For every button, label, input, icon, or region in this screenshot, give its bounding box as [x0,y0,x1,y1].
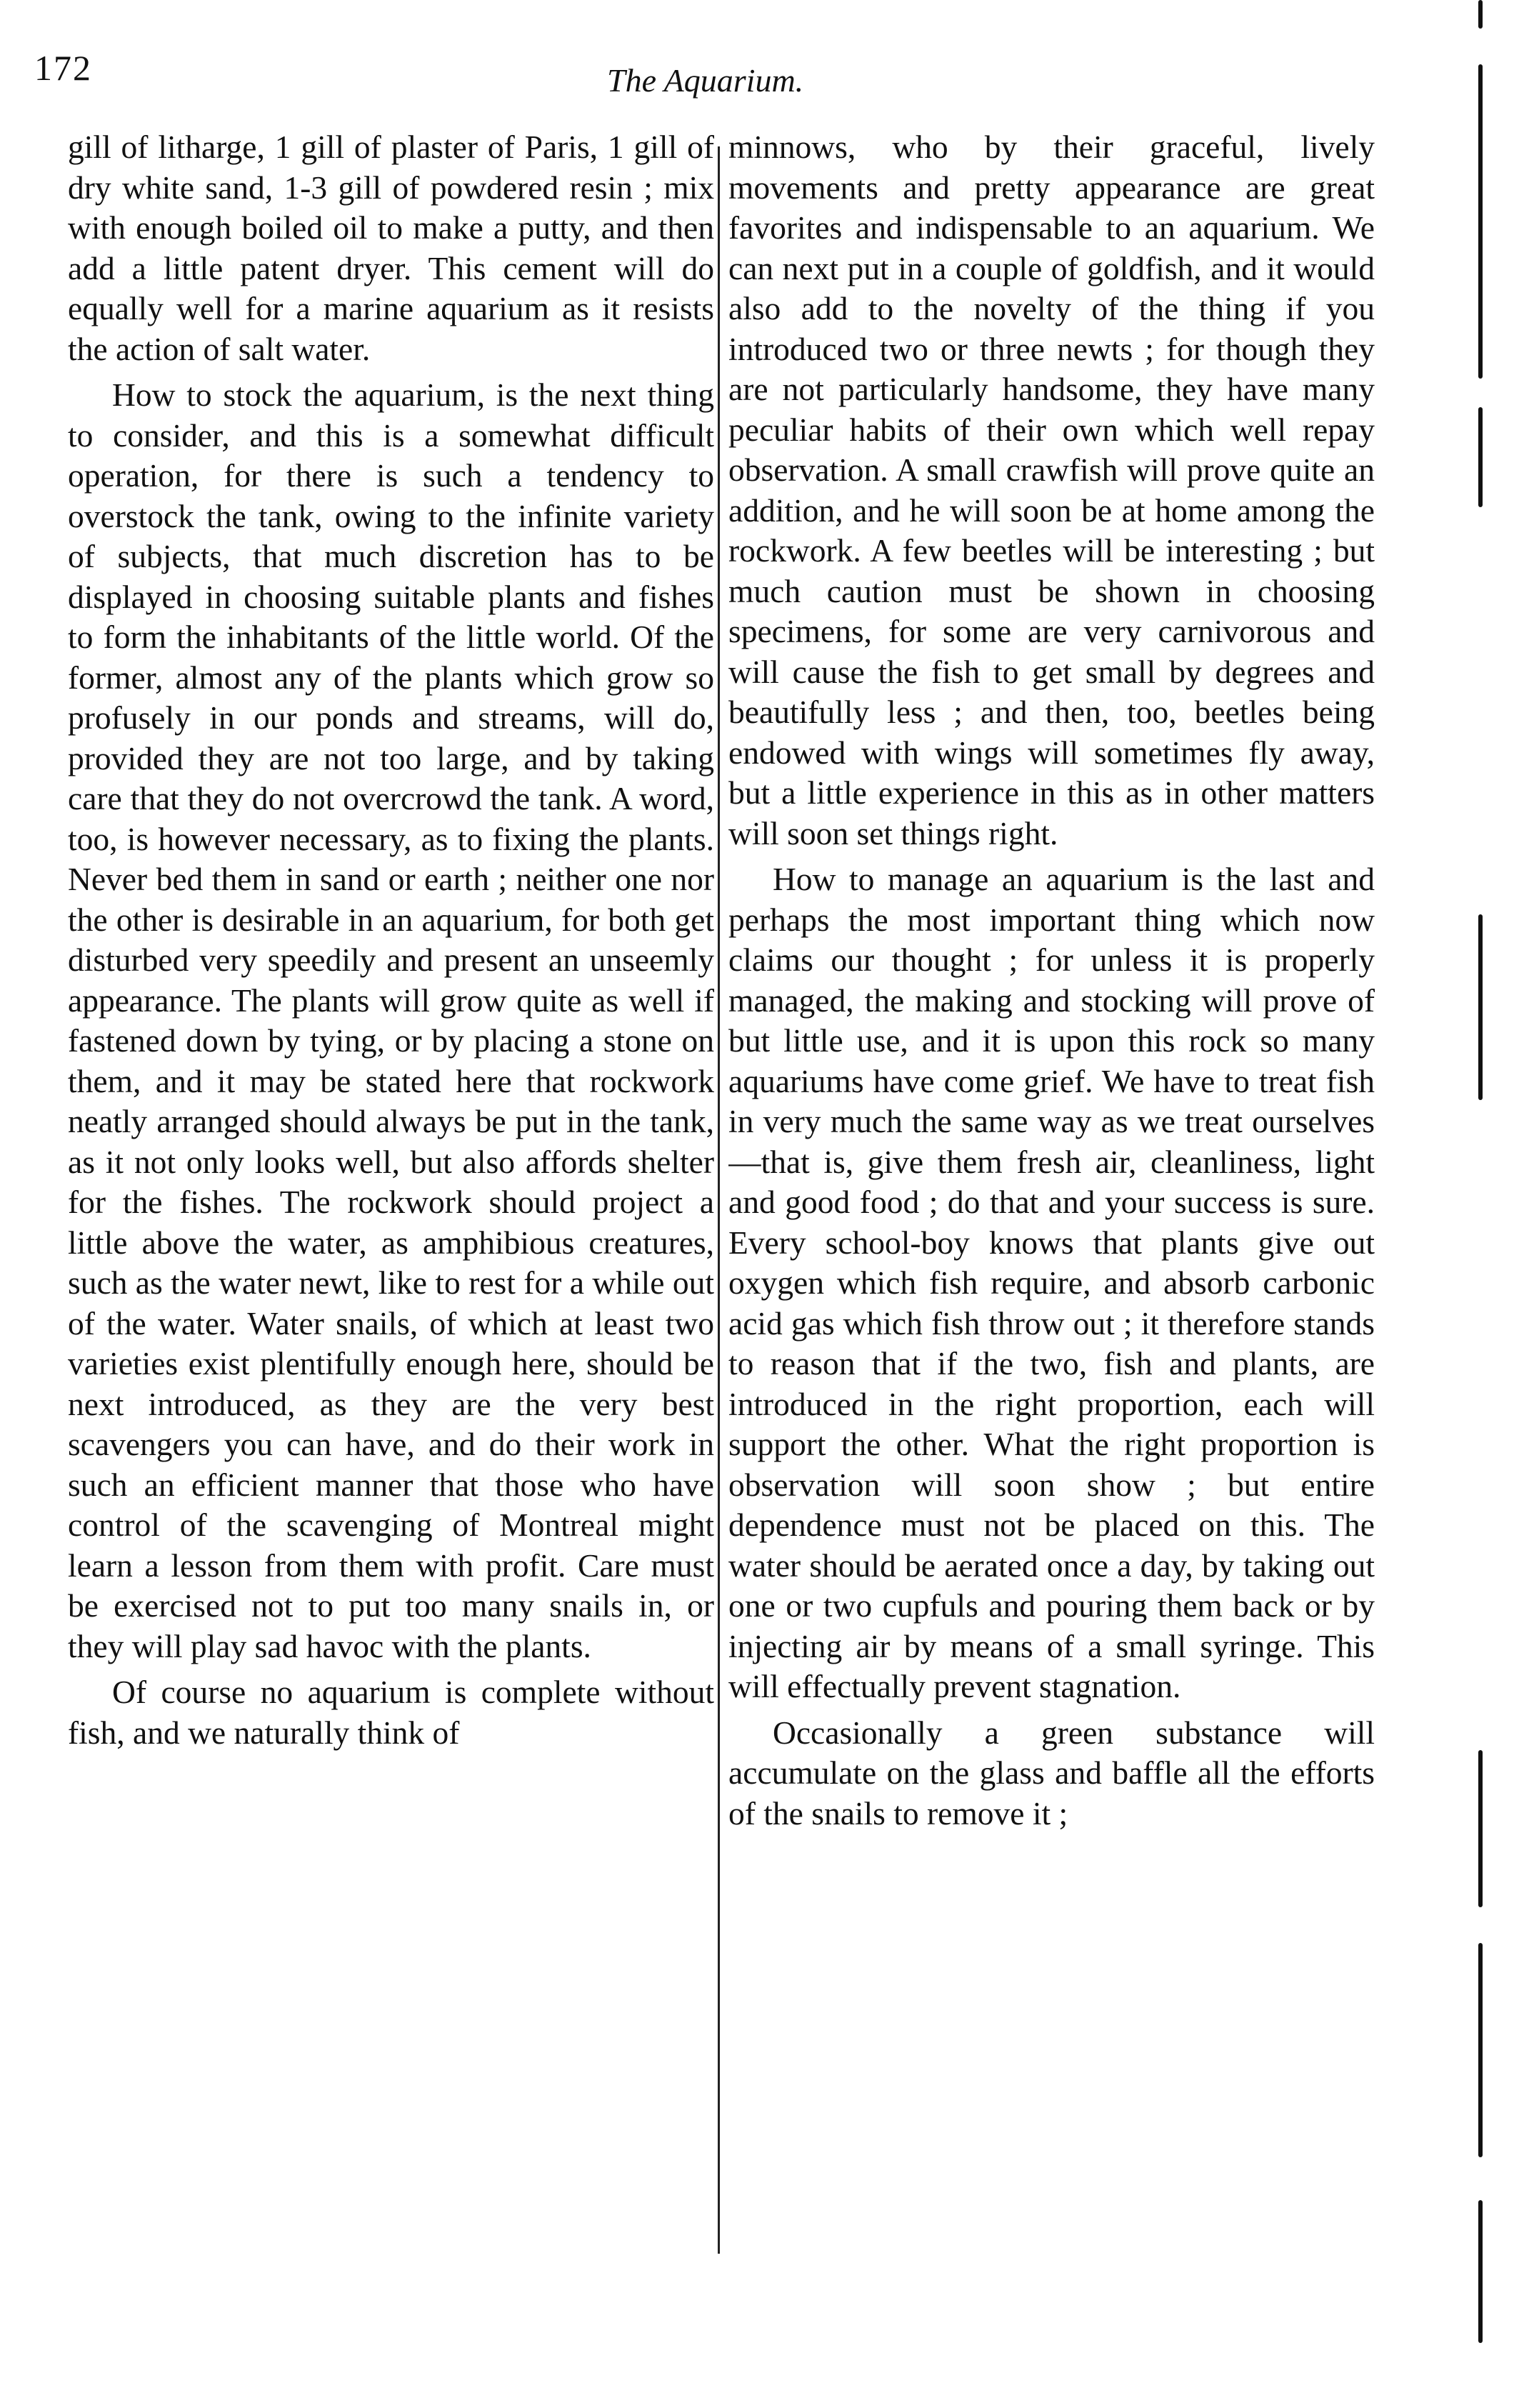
right-column [728,127,1375,2256]
scan-edge-mark [1478,914,1483,1100]
right-paragraph-3: Occasionally a green substance will accumulate on the glass and baffle all the efforts of the snails to remove it ; [728,1714,1375,1832]
right-paragraph-2: How to manage an aquarium is the last and perhaps the most important thing which now claims our thought ; for unless it is properly managed, the making and stocking will prove of but little use, and it is upon this rock so many aquariums have come grief. We have to treat fish in very much the same way as we treat ourselves—that is, give them fresh air, cleanliness, light and good food ; do that and your success is sure. Every school-boy knows that plants give out oxygen which fish require, and absorb carbonic acid gas which fish throw out ; it therefore stands to reason that if the two, fish and plants, are introduced in the right proportion, each will support the other. What the right proportion is observation will soon show ; but entire dependence must not be placed on this. The water should be aerated once a day, by taking out one or two cupfuls and pouring them back or by injecting air by means of a small syringe. This will effectually prevent stagnation. [728,861,1375,1704]
scan-edge-mark [1478,1750,1483,1907]
page-number: 172 [34,48,92,88]
column-divider [718,146,720,2254]
left-paragraph-3: Of course no aquarium is complete without fish, and we naturally think of [68,1674,714,1751]
scan-edge-mark [1478,0,1483,29]
scan-edge-mark [1478,407,1483,507]
scan-edge-mark [1478,2200,1483,2343]
left-paragraph-2: How to stock the aquarium, is the next thing to consider, and this is a somewhat difficult operation, for there is such a tendency to overstock the tank, owing to the infinite variety of subjects, that much discretion has to be displayed in choosing suitable plants and fishes to form the inhabitants of the little world. Of the former, almost any of the plants which grow so profusely in our ponds and streams, will do, provided they are not too large, and by taking care that they do not overcrowd the tank. A word, too, is however necessary, as to fixing the plants. Never bed them in sand or earth ; neither one nor the other is desirable in an aquarium, for both get disturbed very speedily and present an unseemly appearance. The plants will grow quite as well if fastened down by tying, or by placing a stone on them, and it may be stated here that rockwork neatly arranged should always be put in the tank, as it not only looks well, but also affords shelter for the fishes. The rockwork should project a little above the water, as amphibious creatures, such as the water newt, like to rest for a while out of the water. Water snails, of which at least two varieties exist plentifully enough here, should be next introduced, as they are the very best scavengers you can have, and do their work in such an efficient manner that those who have control of the scavenging of Montreal might learn a lesson from them with profit. Care must be exercised not to put too many snails in, or they will play sad havoc with the plants. [68,376,714,1664]
left-paragraph-1: gill of litharge, 1 gill of plaster of Paris, 1 gill of dry white sand, 1-3 gill of powdered resin ; mix with enough boiled oil to make a putty, and then add a little patent dryer. This cement will do equally well for a marine aquarium as it resists the action of salt water. [68,129,714,367]
left-column [68,127,714,2256]
right-paragraph-1: minnows, who by their graceful, lively movements and pretty appearance are great favorites and indispensable to an aquarium. We can next put in a couple of goldfish, and it would also add to the novelty of the thing if you introduced two or three newts ; for though they are not particularly handsome, they have many peculiar habits of their own which well repay observation. A small crawfish will prove quite an addition, and he will soon be at home among the rockwork. A few beetles will be interesting ; but much caution must be shown in choosing specimens, for some are very carnivorous and will cause the fish to get small by degrees and beautifully less ; and then, too, beetles being endowed with wings will sometimes fly away, but a little experience in this as in other matters will soon set things right. [728,129,1375,851]
running-head: The Aquarium. [607,62,804,99]
scan-edge-mark [1478,1943,1483,2157]
scan-edge-mark [1478,64,1483,379]
